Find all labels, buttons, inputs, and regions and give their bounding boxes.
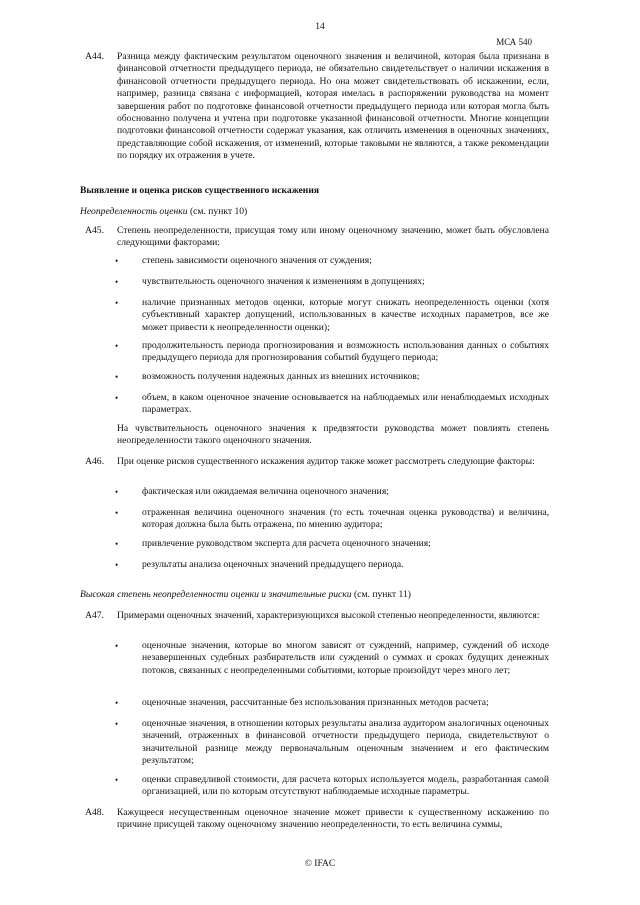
bullet-icon: •	[115, 698, 119, 708]
paragraph-a45-closing: На чувствительность оценочного значения к предвзятости руководства может повлиять степень неопределенности такого оценочного значения.	[117, 423, 549, 447]
list-item: наличие признанных методов оценки, которые могут снижать неопределенность оценки (хотя субъективный характер допущений, использованных в качестве исходных параметров, все же может привести к неопределенности оценки);	[142, 297, 549, 333]
bullet-icon: •	[115, 508, 119, 518]
bullet-icon: •	[115, 256, 119, 266]
bullet-icon: •	[115, 641, 119, 651]
paragraph-a47-intro: Примерами оценочных значений, характеризующихся высокой степенью неопределенности, являются:	[117, 610, 540, 621]
page-number: 14	[315, 22, 325, 32]
list-item: фактическая или ожидаемая величина оценочного значения;	[142, 486, 389, 497]
subheading-uncertainty	[80, 206, 247, 218]
subheading-title: Высокая степень неопределенности оценки и значительные риски	[80, 589, 352, 600]
list-item: продолжительность периода прогнозирования и возможность использования данных о событиях предыдущего периода для прогнозирования событий будущего периода;	[142, 340, 549, 364]
subheading-high-uncertainty	[80, 589, 411, 601]
paragraph-number-a48: A48.	[85, 807, 104, 818]
bullet-icon: •	[115, 719, 119, 729]
list-item: оценочные значения, в отношении которых результаты анализа аудитором аналогичных оценочных значений, отраженных в финансовой отчетности предыдущего периода, свидетельствуют о значительной разнице между первоначальным оценочным значением и его фактическим результатом;	[142, 718, 549, 767]
paragraph-number-a44: A44.	[85, 51, 104, 62]
list-item: оценки справедливой стоимости, для расчета которых используется модель, разработанная самой организацией, или по которым отсутствуют наблюдаемые исходные параметры.	[142, 774, 549, 798]
footer-copyright: © IFAC	[304, 859, 336, 869]
bullet-icon: •	[115, 341, 119, 351]
paragraph-a45-intro: Степень неопределенности, присущая тому или иному оценочному значению, может быть обусловлена следующими факторами:	[117, 225, 549, 249]
list-item: привлечение руководством эксперта для расчета оценочного значения;	[142, 538, 431, 549]
bullet-icon: •	[115, 277, 119, 287]
list-item: объем, в каком оценочное значение основывается на наблюдаемых или ненаблюдаемых исходных параметрах.	[142, 392, 549, 416]
list-item: степень зависимости оценочного значения от суждения;	[142, 255, 372, 266]
list-item: оценочные значения, рассчитанные без использования признанных методов расчета;	[142, 697, 489, 708]
section-heading: Выявление и оценка рисков существенного искажения	[80, 185, 320, 196]
subheading-ref: (см. пункт 11)	[351, 589, 411, 600]
bullet-icon: •	[115, 372, 119, 382]
bullet-icon: •	[115, 298, 119, 308]
paragraph-a48: Кажущееся несущественным оценочное значение может привести к существенному искажению по причине присущей такому оценочному значению неопределенности, то есть величина суммы,	[117, 807, 549, 831]
list-item: отраженная величина оценочного значения (то есть точечная оценка руководства) и величина, которая должна была быть отражена, по мнению аудитора;	[142, 507, 549, 531]
subheading-title: Неопределенность оценки	[80, 206, 188, 217]
paragraph-a44: Разница между фактическим результатом оценочного значения и величиной, которая была признана в финансовой отчетности предыдущего периода, не обязательно свидетельствует о наличии искажения в финансовой отчетности предыдущего периода. Но она может свидетельствовать об искажении, если, например, разница связана с информацией, которая имелась в распоряжении руководства на момент завершения работ по подготовке финансовой отчетности предыдущего периода или которая могла быть обоснованно получена и учтена при подготовке указанной финансовой отчетности. Многие концепции подготовки финансовой отчетности содержат указания, как отличить изменения в оценочных значениях, представляющие собой искажения, от изменений, которые таковыми не являются, а также рекомендации по порядку их отражения в учете.	[117, 51, 549, 162]
bullet-icon: •	[115, 775, 119, 785]
list-item: результаты анализа оценочных значений предыдущего периода.	[142, 559, 404, 570]
list-item: возможность получения надежных данных из внешних источников;	[142, 371, 420, 382]
bullet-icon: •	[115, 539, 119, 549]
paragraph-a46-intro: При оценке рисков существенного искажения аудитор также может рассмотреть следующие факторы:	[117, 456, 535, 467]
list-item: чувствительность оценочного значения к изменениям в допущениях;	[142, 276, 425, 287]
bullet-icon: •	[115, 393, 119, 403]
subheading-ref: (см. пункт 10)	[187, 206, 248, 217]
paragraph-number-a46: A46.	[85, 456, 104, 467]
bullet-icon: •	[115, 560, 119, 570]
standard-code: МСА 540	[496, 37, 532, 47]
list-item: оценочные значения, которые во многом зависят от суждений, например, суждений об исходе незавершенных судебных разбирательств или суждений о суммах и сроках будущих денежных потоков, связанных с неопределенными событиями, которые произойдут через много лет;	[142, 640, 549, 676]
paragraph-number-a45: A45.	[85, 225, 104, 236]
bullet-icon: •	[115, 487, 119, 497]
paragraph-number-a47: A47.	[85, 610, 104, 621]
